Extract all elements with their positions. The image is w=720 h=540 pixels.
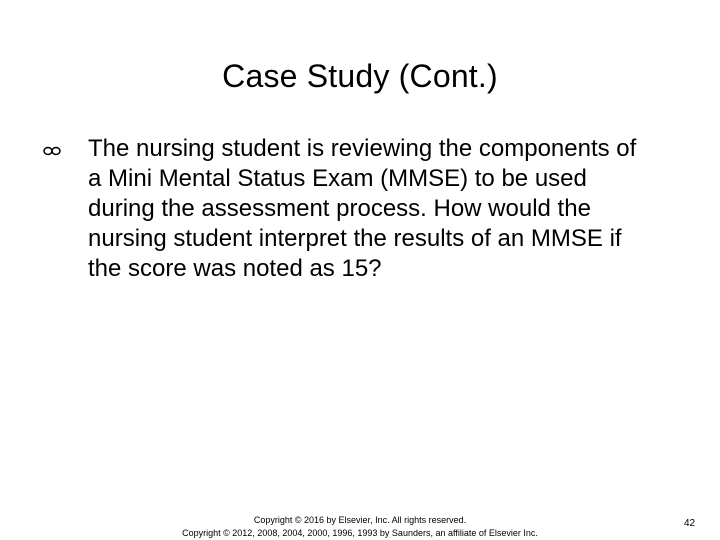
bullet-text: The nursing student is reviewing the components of a Mini Mental Status Exam (MMSE) to be used during the assessment process. How would the nursing student interpret the results of an MMSE if the score was noted as 15? bbox=[88, 135, 637, 282]
double-loop-bullet-icon bbox=[40, 134, 88, 168]
bullet-item bbox=[40, 134, 660, 284]
page-number: 42 bbox=[684, 518, 696, 529]
double-loop-bullet-icon bbox=[43, 146, 61, 156]
copyright-footer bbox=[150, 514, 570, 540]
copyright-line-2: Copyright © 2012, 2008, 2004, 2000, 1996, 1993 by Saunders, an affiliate of Elsevier Inc. bbox=[182, 528, 538, 538]
copyright-line-1: Copyright © 2016 by Elsevier, Inc. All rights reserved. bbox=[253, 515, 467, 525]
slide-title: Case Study (Cont.) bbox=[222, 58, 498, 94]
